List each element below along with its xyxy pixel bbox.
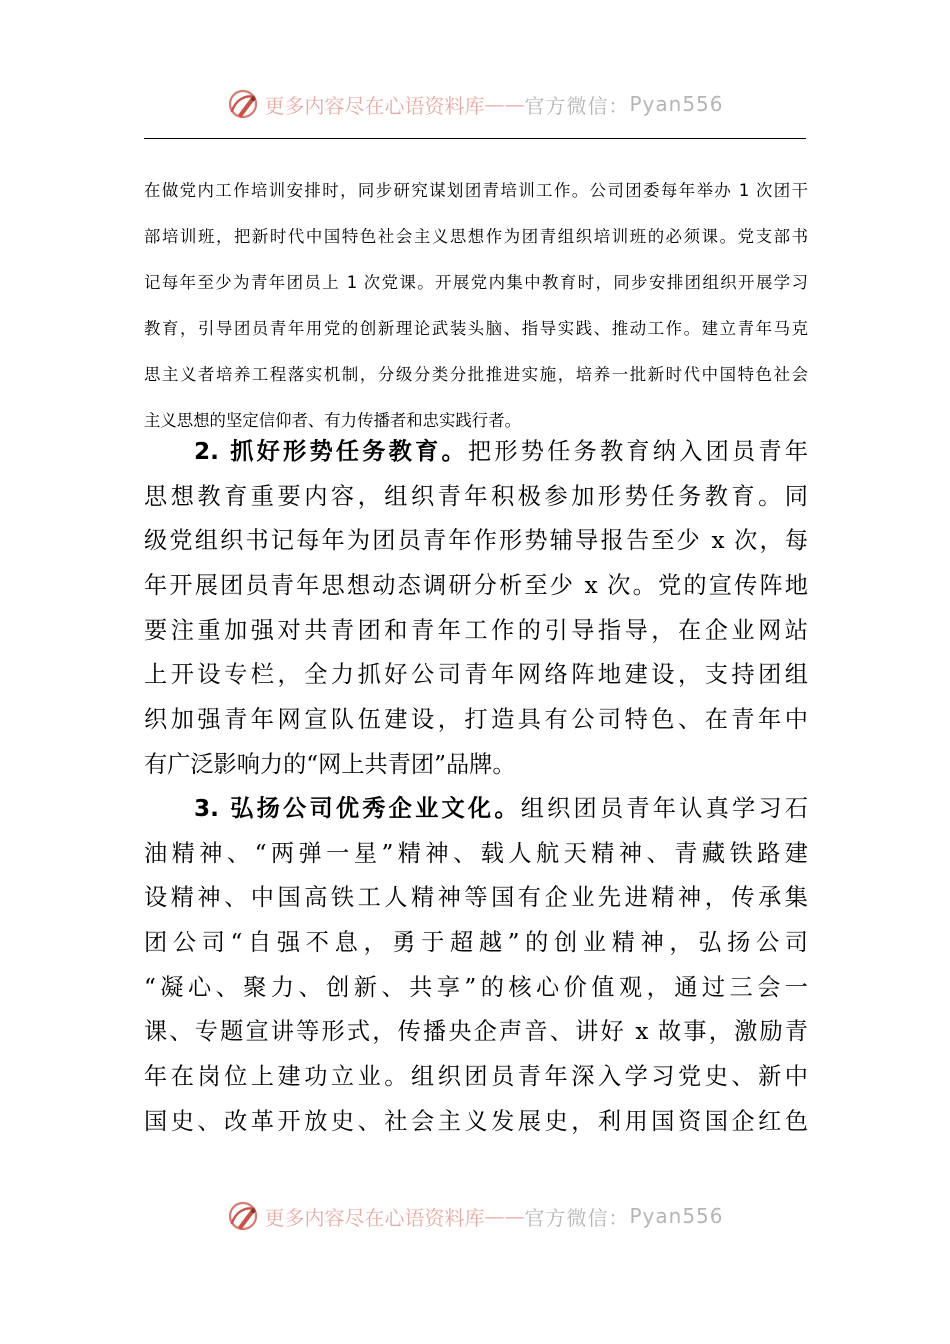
paragraph-continuation [144,168,808,444]
text-line: 思主义者培养工程落实机制，分级分类分批推进实施，培养一批新时代中国特色社会 [144,365,808,384]
pen-swirl-logo-icon [226,87,260,121]
text-line: 记每年至少为青年团员上 1 次党课。开展党内集中教育时，同步安排团组织开展学习 [144,273,808,292]
footer-brand-text: 更多内容尽在心语资料库 [264,1205,485,1230]
section-heading-2: 2. 抓好形势任务教育。 [194,438,468,465]
text-line: 级党组织书记每年为团员青年作形势辅导报告至少 x 次，每 [144,527,808,555]
footer-wechat-label: 官方微信： [524,1205,630,1230]
paragraph-corporate-culture [144,787,808,1145]
text-line: 部培训班，把新时代中国特色社会主义思想作为团青组织培训班的必须课。党支部书 [144,227,808,246]
paragraph-situation-education [144,430,808,788]
text-line: 课、专题宣讲等形式，传播央企声音、讲好 x 故事，激励青 [144,1018,808,1046]
text-line: 团公司“自强不息，勇于超越”的创业精神，弘扬公司 [144,929,808,957]
text-line: 年开展团员青年思想动态调研分析至少 x 次。党的宣传阵地 [144,572,808,600]
text-line: 油精神、“两弹一星”精神、载人航天精神、青藏铁路建 [144,839,808,867]
text-line: 织加强青年网宣队伍建设，打造具有公司特色、在青年中 [144,706,808,734]
header-wechat-label: 官方微信： [524,93,630,118]
text-line: 国史、改革开放史、社会主义发展史，利用国资国企红色 [144,1107,808,1135]
text-line: 年在岗位上建功立业。组织团员青年深入学习党史、新中 [144,1063,808,1091]
section-heading-3: 3. 弘扬公司优秀企业文化。 [194,795,521,822]
text-line: 设精神、中国高铁工人精神等国有企业先进精神，传承集 [144,884,808,912]
header-wechat-handle: Pyan556 [629,92,724,116]
text-line-first [144,430,808,475]
text-line: 教育，引导团员青年用党的创新理论武装头脑、指导实践、推动工作。建立青年马克 [144,319,808,338]
header-dash: —— [484,92,525,116]
text-line: “凝心、聚力、创新、共享”的核心价值观，通过三会一 [144,973,808,1001]
text-line: 思想教育重要内容，组织青年积极参加形势任务教育。同 [144,482,808,510]
pen-swirl-logo-icon [226,1199,260,1233]
text-line: 在做党内工作培训安排时，同步研究谋划团青培训工作。公司团委每年举办 1 次团干 [144,181,808,200]
footer-watermark-banner [0,1196,950,1236]
text-line-first [144,787,808,832]
footer-dash: —— [484,1204,525,1228]
header-brand-text: 更多内容尽在心语资料库 [264,93,485,118]
header-divider [144,138,806,139]
text-line: 上开设专栏，全力抓好公司青年网络阵地建设，支持团组 [144,661,808,689]
text-line: 主义思想的坚定信仰者、有力传播者和忠实践行者。 [144,411,521,430]
text-line: 有广泛影响力的“网上共青团”品牌。 [144,750,516,778]
text-run: 把形势任务教育纳入团员青年 [467,438,809,465]
footer-wechat-handle: Pyan556 [629,1204,724,1228]
text-line: 要注重加强对共青团和青年工作的引导指导，在企业网站 [144,616,808,644]
header-watermark-banner [0,84,950,124]
text-run: 组织团员青年认真学习石 [520,795,809,822]
